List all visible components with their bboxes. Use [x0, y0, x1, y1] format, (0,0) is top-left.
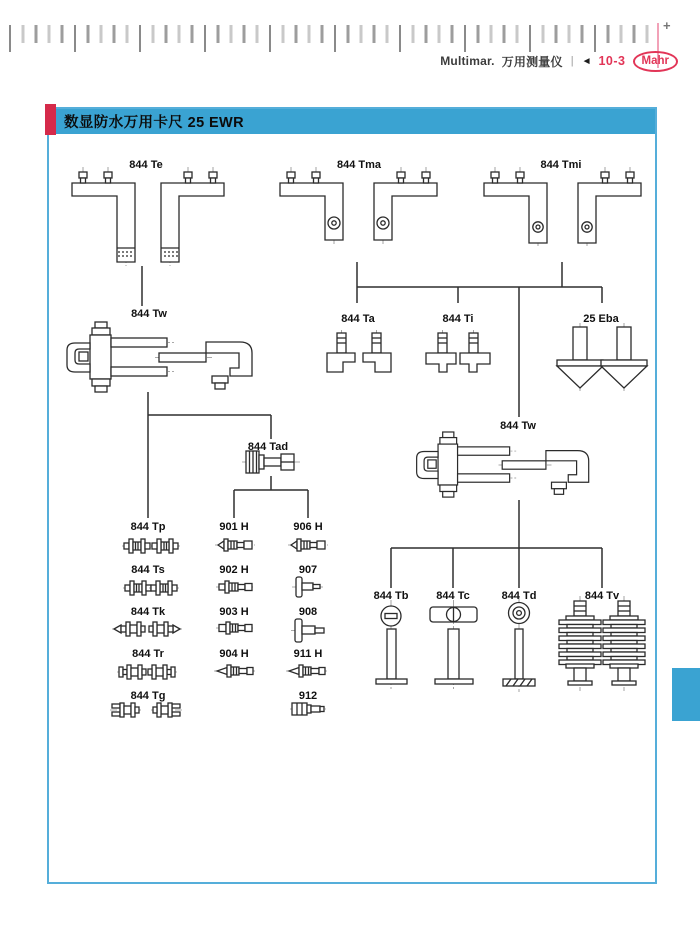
part-drawing-844-tad [242, 451, 300, 473]
mahr-logo: Mahr [633, 51, 678, 72]
part-label-844-ti: 844 Ti [442, 313, 474, 325]
part-label-25-eba: 25 Eba [583, 313, 619, 325]
part-label-844-ta: 844 Ta [341, 313, 375, 325]
register-mark: + [663, 18, 671, 33]
part-label-844-tr: 844 Tr [132, 648, 164, 660]
part-label-907: 907 [298, 564, 318, 576]
part-label-908: 908 [298, 606, 318, 618]
part-label-844-tw-2: 844 Tw [500, 420, 536, 432]
part-drawing-844-tc [430, 600, 477, 690]
part-drawing-844-tv [559, 596, 645, 691]
part-drawing-911h [286, 665, 327, 677]
part-drawing-844-ti [426, 330, 490, 372]
part-label-844-te: 844 Te [129, 159, 163, 171]
part-label-844-tad: 844 Tad [247, 441, 289, 453]
part-label-844-tk: 844 Tk [130, 606, 166, 618]
part-label-844-tg: 844 Tg [130, 690, 166, 702]
section-title: 数显防水万用卡尺 25 EWR [64, 115, 245, 131]
page-number: 10-3 [598, 54, 626, 68]
part-label-844-tmi: 844 Tmi [540, 159, 582, 171]
part-label-844-tb: 844 Tb [373, 590, 409, 602]
part-label-906h: 906 H [293, 521, 323, 533]
part-drawing-901h [215, 539, 255, 551]
part-label-844-tma: 844 Tma [336, 159, 382, 171]
part-label-901h: 901 H [219, 521, 249, 533]
part-label-912: 912 [298, 690, 318, 702]
part-drawing-844-tk [112, 622, 182, 636]
part-drawing-906h [288, 539, 328, 551]
brand-text: Multimar. [440, 54, 495, 68]
part-label-844-tw-1: 844 Tw [131, 308, 167, 320]
part-label-844-tp: 844 Tp [130, 521, 166, 533]
part-label-844-tv: 844 Tv [584, 590, 620, 602]
part-drawing-912 [290, 703, 326, 715]
part-drawing-844-tb [376, 600, 407, 690]
part-label-911h: 911 H [293, 648, 323, 660]
header-divider: | [570, 55, 574, 67]
part-drawing-844-tma [280, 167, 437, 244]
part-drawing-903h [216, 622, 255, 634]
part-drawing-844-te [72, 167, 224, 266]
part-drawing-844-td [503, 598, 535, 692]
part-drawing-844-ta [327, 330, 391, 372]
part-drawing-844-tp [122, 539, 180, 553]
part-drawing-904h [214, 665, 255, 677]
part-drawing-844-tmi [484, 167, 641, 247]
part-label-844-tc: 844 Tc [436, 590, 470, 602]
part-label-844-td: 844 Td [501, 590, 537, 602]
part-drawing-844-tw-2 [417, 432, 589, 497]
part-drawing-25-eba [557, 323, 647, 391]
part-drawing-907 [292, 577, 323, 597]
part-label-844-ts: 844 Ts [131, 564, 165, 576]
part-label-903h: 903 H [219, 606, 249, 618]
part-drawing-902h [216, 581, 255, 593]
part-drawing-844-ts [123, 581, 179, 595]
part-drawing-844-tr [117, 665, 177, 679]
part-label-902h: 902 H [219, 564, 249, 576]
nav-arrow-icon: ◄ [581, 55, 592, 67]
part-drawing-844-tw-1 [67, 322, 252, 392]
category-text: 万用测量仪 [501, 54, 563, 69]
part-label-904h: 904 H [219, 648, 249, 660]
part-drawing-844-tg [110, 703, 182, 717]
part-drawing-908 [291, 619, 325, 642]
